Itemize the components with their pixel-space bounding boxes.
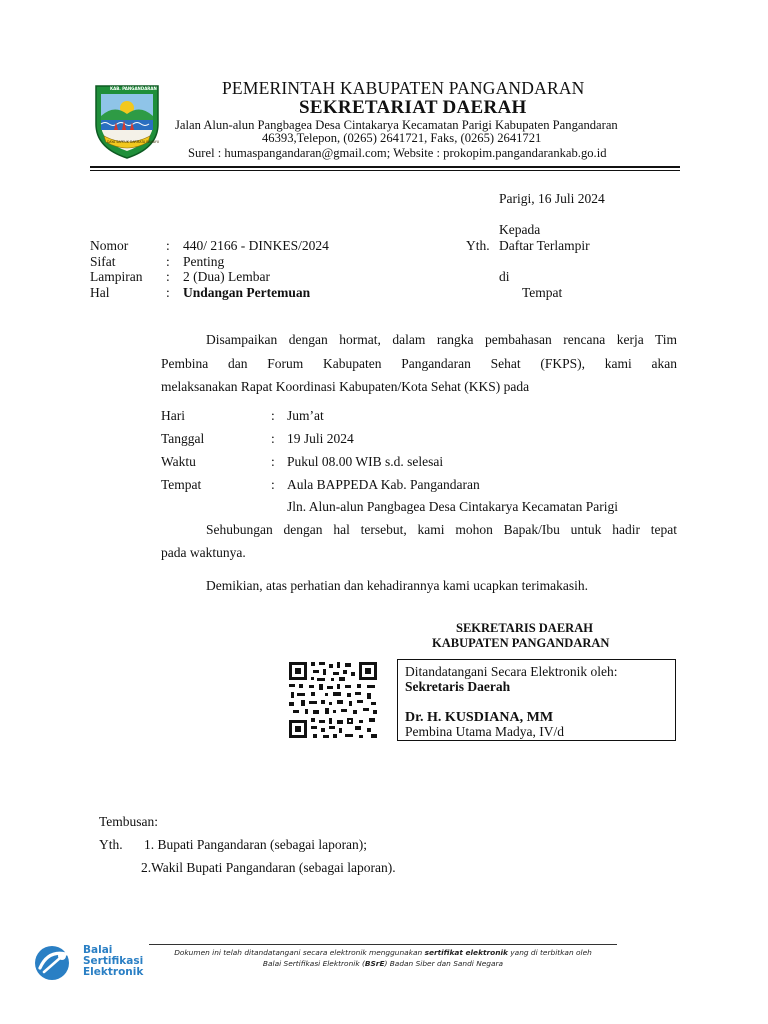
signature-name: Dr. H. KUSDIANA, MM: [405, 710, 554, 725]
header-contact: Surel : humaspangandaran@gmail.com; Website : prokopim.pangandarankab.go.id: [188, 146, 607, 160]
detail-label-waktu: Waktu: [161, 454, 196, 469]
body-paragraph-2-line-1: Sehubungan dengan hal tersebut, kami mohon Bapak/Ibu untuk hadir tepat: [206, 522, 677, 537]
meta-label-hal: Hal: [90, 285, 110, 300]
detail-colon: :: [271, 431, 275, 446]
detail-value-tempat: Aula BAPPEDA Kab. Pangandaran: [287, 477, 480, 492]
meta-colon: :: [166, 269, 170, 284]
header-divider-thick: [90, 166, 680, 168]
emblem-top-text: KAB. PANGANDARAN: [110, 86, 157, 91]
footer-text-segment: Dokumen ini telah ditandatangani secara elektronik menggunakan: [174, 948, 425, 957]
bsre-text-2: Sertifikasi: [83, 955, 144, 967]
body-paragraph-1-line-1: Disampaikan dengan hormat, dalam rangka pembahasan rencana kerja Tim: [206, 332, 677, 347]
addressee-di: di: [499, 269, 510, 284]
meta-colon: :: [166, 254, 170, 269]
detail-colon: :: [271, 477, 275, 492]
meta-value-nomor: 440/ 2166 - DINKES/2024: [183, 238, 329, 253]
electronic-signature-box: [397, 659, 676, 741]
addressee-tempat: Tempat: [522, 285, 563, 300]
signature-title-2: KABUPATEN PANGANDARAN: [432, 636, 610, 650]
detail-colon: :: [271, 408, 275, 423]
bsre-text-1: Balai: [83, 944, 113, 956]
signature-title-1: SEKRETARIS DAERAH: [456, 621, 593, 635]
signature-position: Sekretaris Daerah: [405, 679, 511, 694]
qr-code-icon: [287, 660, 379, 740]
tembusan-label: Tembusan:: [99, 814, 159, 829]
addressee-name: Daftar Terlampir: [499, 238, 590, 253]
addressee-kepada: Kepada: [499, 222, 541, 237]
detail-label-hari: Hari: [161, 408, 185, 423]
signature-rank: Pembina Utama Madya, IV/d: [405, 724, 564, 739]
letter-date: Parigi, 16 Juli 2024: [499, 191, 605, 206]
detail-value-hari: Jum’at: [287, 408, 324, 423]
footer-divider: [149, 944, 617, 945]
detail-address: Jln. Alun-alun Pangbagea Desa Cintakarya Kecamatan Parigi: [287, 499, 619, 514]
detail-value-waktu: Pukul 08.00 WIB s.d. selesai: [287, 454, 444, 469]
meta-label-sifat: Sifat: [90, 254, 116, 269]
footer-text-segment: ) Badan Siber dan Sandi Negara: [384, 959, 504, 968]
detail-label-tanggal: Tanggal: [161, 431, 205, 446]
body-paragraph-3: Demikian, atas perhatian dan kehadirannya kami ucapkan terimakasih.: [206, 578, 588, 593]
addressee-yth: Yth.: [466, 238, 490, 253]
detail-value-tanggal: 19 Juli 2024: [287, 431, 354, 446]
signature-signed-by: Ditandatangani Secara Elektronik oleh:: [405, 664, 618, 679]
header-government: PEMERINTAH KABUPATEN PANGANDARAN: [222, 78, 585, 98]
footer-text-bold: sertifikat elektronik: [424, 948, 508, 957]
footer-text-bold: BSrE: [364, 959, 385, 968]
meta-value-hal: Undangan Pertemuan: [183, 285, 311, 300]
body-paragraph-1-line-3: melaksanakan Rapat Koordinasi Kabupaten/Kota Sehat (KKS) pada: [161, 379, 530, 394]
bsre-logo-icon: [32, 942, 80, 982]
tembusan-item-1: 1. Bupati Pangandaran (sebagai laporan);: [144, 837, 368, 852]
bsre-text-3: Elektronik: [83, 966, 144, 978]
footer-disclaimer-line-1: [149, 948, 617, 957]
emblem-ribbon-text: DAYA SAPEUK DARMATA RAHAYU: [107, 140, 160, 144]
detail-label-tempat: Tempat: [161, 477, 202, 492]
footer-text-segment: Balai Sertifikasi Elektronik (: [262, 959, 365, 968]
detail-colon: :: [271, 454, 275, 469]
header-office: SEKRETARIAT DAERAH: [299, 97, 527, 118]
body-paragraph-1-line-2: Pembina dan Forum Kabupaten Pangandaran Sehat (FKPS), kami akan: [161, 356, 677, 371]
header-divider-thin: [90, 170, 680, 171]
tembusan-item-2: 2.Wakil Bupati Pangandaran (sebagai laporan).: [141, 860, 396, 875]
header-address: Jalan Alun-alun Pangbagea Desa Cintakarya Kecamatan Parigi Kabupaten Pangandaran: [175, 118, 618, 132]
meta-label-lampiran: Lampiran: [90, 269, 143, 284]
meta-value-sifat: Penting: [183, 254, 225, 269]
meta-value-lampiran: 2 (Dua) Lembar: [183, 269, 270, 284]
footer-text-segment: yang di terbitkan oleh: [507, 948, 592, 957]
pangandaran-emblem-icon: [92, 84, 162, 160]
meta-colon: :: [166, 285, 170, 300]
header-phone: 46393,Telepon, (0265) 2641721, Faks, (0265) 2641721: [262, 131, 542, 145]
tembusan-yth: Yth.: [99, 837, 123, 852]
meta-label-nomor: Nomor: [90, 238, 129, 253]
body-paragraph-2-line-2: pada waktunya.: [161, 545, 246, 560]
footer-disclaimer-line-2: [149, 959, 617, 968]
meta-colon: :: [166, 238, 170, 253]
